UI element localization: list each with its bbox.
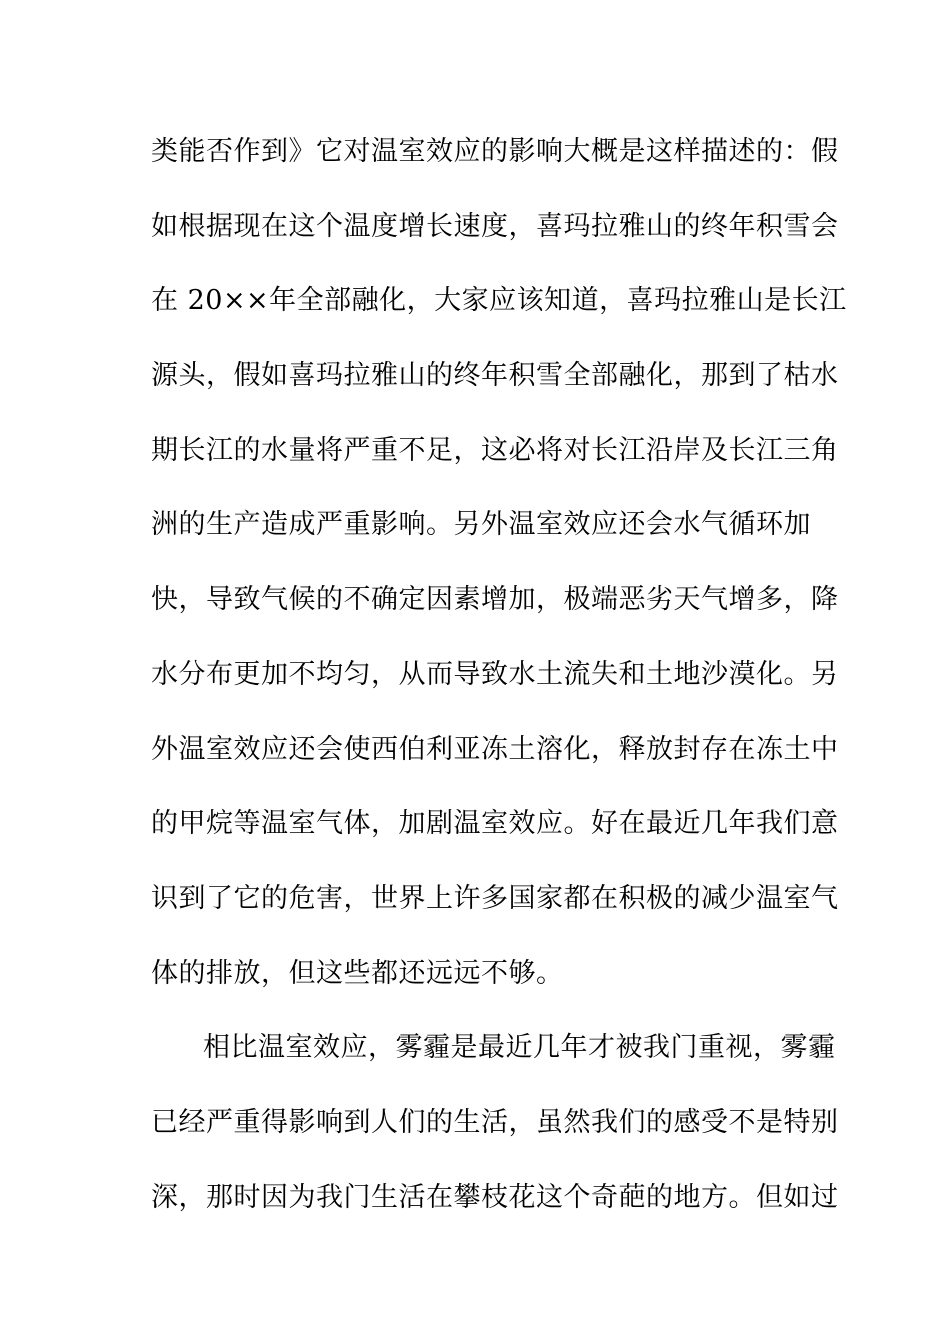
text-line: 快，导致气候的不确定因素增加，极端恶劣天气增多，降 <box>151 584 839 616</box>
text-line: 水分布更加不均匀，从而导致水土流失和土地沙漠化。另 <box>151 658 839 690</box>
text-line: 在 20××年全部融化，大家应该知道，喜玛拉雅山是长江 <box>151 285 847 317</box>
text-line: 类能否作到》它对温室效应的影响大概是这样描述的：假 <box>151 136 839 167</box>
body-text <box>151 132 847 1252</box>
text-line: 洲的生产造成严重影响。另外温室效应还会水气循环加 <box>151 509 811 541</box>
text-line: 相比温室效应，雾霾是最近几年才被我门重视，雾霾 <box>203 1032 836 1064</box>
text-line: 如根据现在这个温度增长速度，喜玛拉雅山的终年积雪会 <box>151 210 839 242</box>
paragraph-1 <box>151 132 847 1028</box>
text-line: 已经严重得影响到人们的生活，虽然我们的感受不是特别 <box>151 1106 839 1138</box>
text-line: 识到了它的危害，世界上许多国家都在积极的减少温室气 <box>151 882 839 914</box>
text-line: 外温室效应还会使西伯利亚冻土溶化，释放封存在冻土中 <box>151 733 839 765</box>
text-line: 源头，假如喜玛拉雅山的终年积雪全部融化，那到了枯水 <box>151 360 839 392</box>
text-line: 期长江的水量将严重不足，这必将对长江沿岸及长江三角 <box>151 434 839 466</box>
paragraph-2 <box>151 1028 839 1252</box>
text-line: 的甲烷等温室气体，加剧温室效应。好在最近几年我们意 <box>151 808 839 840</box>
text-line: 深，那时因为我门生活在攀枝花这个奇葩的地方。但如过 <box>151 1181 839 1213</box>
text-line: 体的排放，但这些都还远远不够。 <box>151 957 564 989</box>
